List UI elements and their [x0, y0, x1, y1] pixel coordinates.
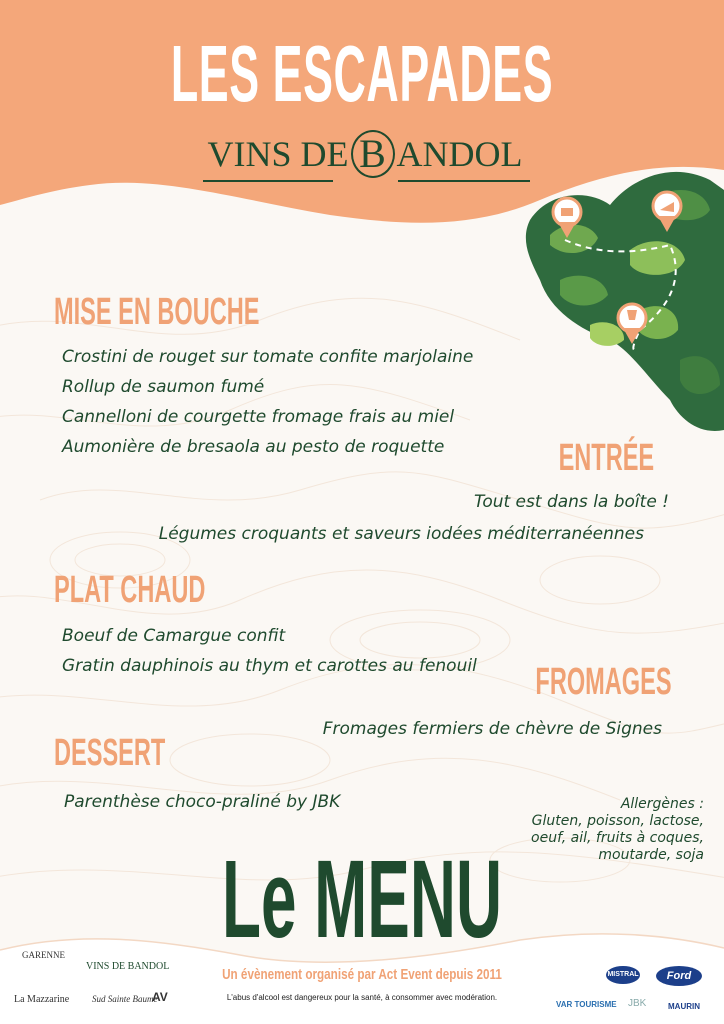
logo-vins-de-bandol: VINS DE BANDOL — [86, 961, 170, 972]
menu-item: Fromages fermiers de chèvre de Signes — [322, 719, 662, 739]
section-title-plat-chaud: PLAT CHAUD — [54, 569, 206, 611]
logo-ford: Ford — [656, 966, 702, 986]
vineyard-map-illustration — [520, 150, 724, 440]
section-title-mise-en-bouche: MISE EN BOUCHE — [54, 291, 260, 333]
menu-title: Le MENU — [221, 838, 503, 961]
logo-garenne: GARENNE — [22, 950, 65, 960]
menu-item: Légumes croquants et saveurs iodées méditerranéennes — [158, 524, 644, 544]
event-subtitle — [200, 130, 530, 178]
menu-item: Gratin dauphinois au thym et carottes au fenouil — [62, 656, 477, 676]
section-title-dessert: DESSERT — [54, 732, 166, 774]
logo-jbk: JBK — [628, 998, 647, 1009]
menu-item: Cannelloni de courgette fromage frais au miel — [62, 407, 455, 427]
allergens-line: oeuf, ail, fruits à coques, — [531, 830, 704, 846]
bandol-b-logo: B — [351, 130, 395, 178]
logo-maurin: MAURIN — [668, 1002, 700, 1011]
organizer-text: Un évènement organisé par Act Event depuis 2011 — [222, 966, 502, 983]
subtitle-before: VINS DE — [207, 134, 349, 174]
logo-mistral: MISTRAL — [606, 966, 640, 984]
logo-sud-sainte-baume: Sud Sainte Baume — [92, 994, 158, 1004]
allergens-heading: Allergènes : — [620, 796, 704, 812]
subtitle-rule-left — [203, 180, 333, 182]
allergens-line: moutarde, soja — [598, 847, 704, 863]
alcohol-warning: L'abus d'alcool est dangereux pour la santé, à consommer avec modération. — [226, 993, 498, 1002]
section-title-fromages: FROMAGES — [535, 661, 672, 703]
logo-la-mazzarine: La Mazzarine — [14, 994, 70, 1005]
menu-item: Crostini de rouget sur tomate confite marjolaine — [62, 347, 474, 367]
event-title: LES ESCAPADES — [170, 29, 554, 118]
menu-item: Tout est dans la boîte ! — [474, 492, 669, 512]
menu-item: Boeuf de Camargue confit — [62, 626, 286, 646]
menu-item: Aumonière de bresaola au pesto de roquette — [62, 437, 445, 457]
subtitle-after: ANDOL — [396, 134, 523, 174]
menu-item: Parenthèse choco-praliné by JBK — [64, 792, 341, 812]
section-title-entree: ENTRÉE — [558, 437, 654, 479]
logo-av: AV — [152, 990, 168, 1004]
allergens-line: Gluten, poisson, lactose, — [531, 813, 704, 829]
menu-item: Rollup de saumon fumé — [62, 377, 265, 397]
logo-var-tourisme: VAR TOURISME — [556, 1000, 617, 1009]
subtitle-rule-right — [398, 180, 530, 182]
